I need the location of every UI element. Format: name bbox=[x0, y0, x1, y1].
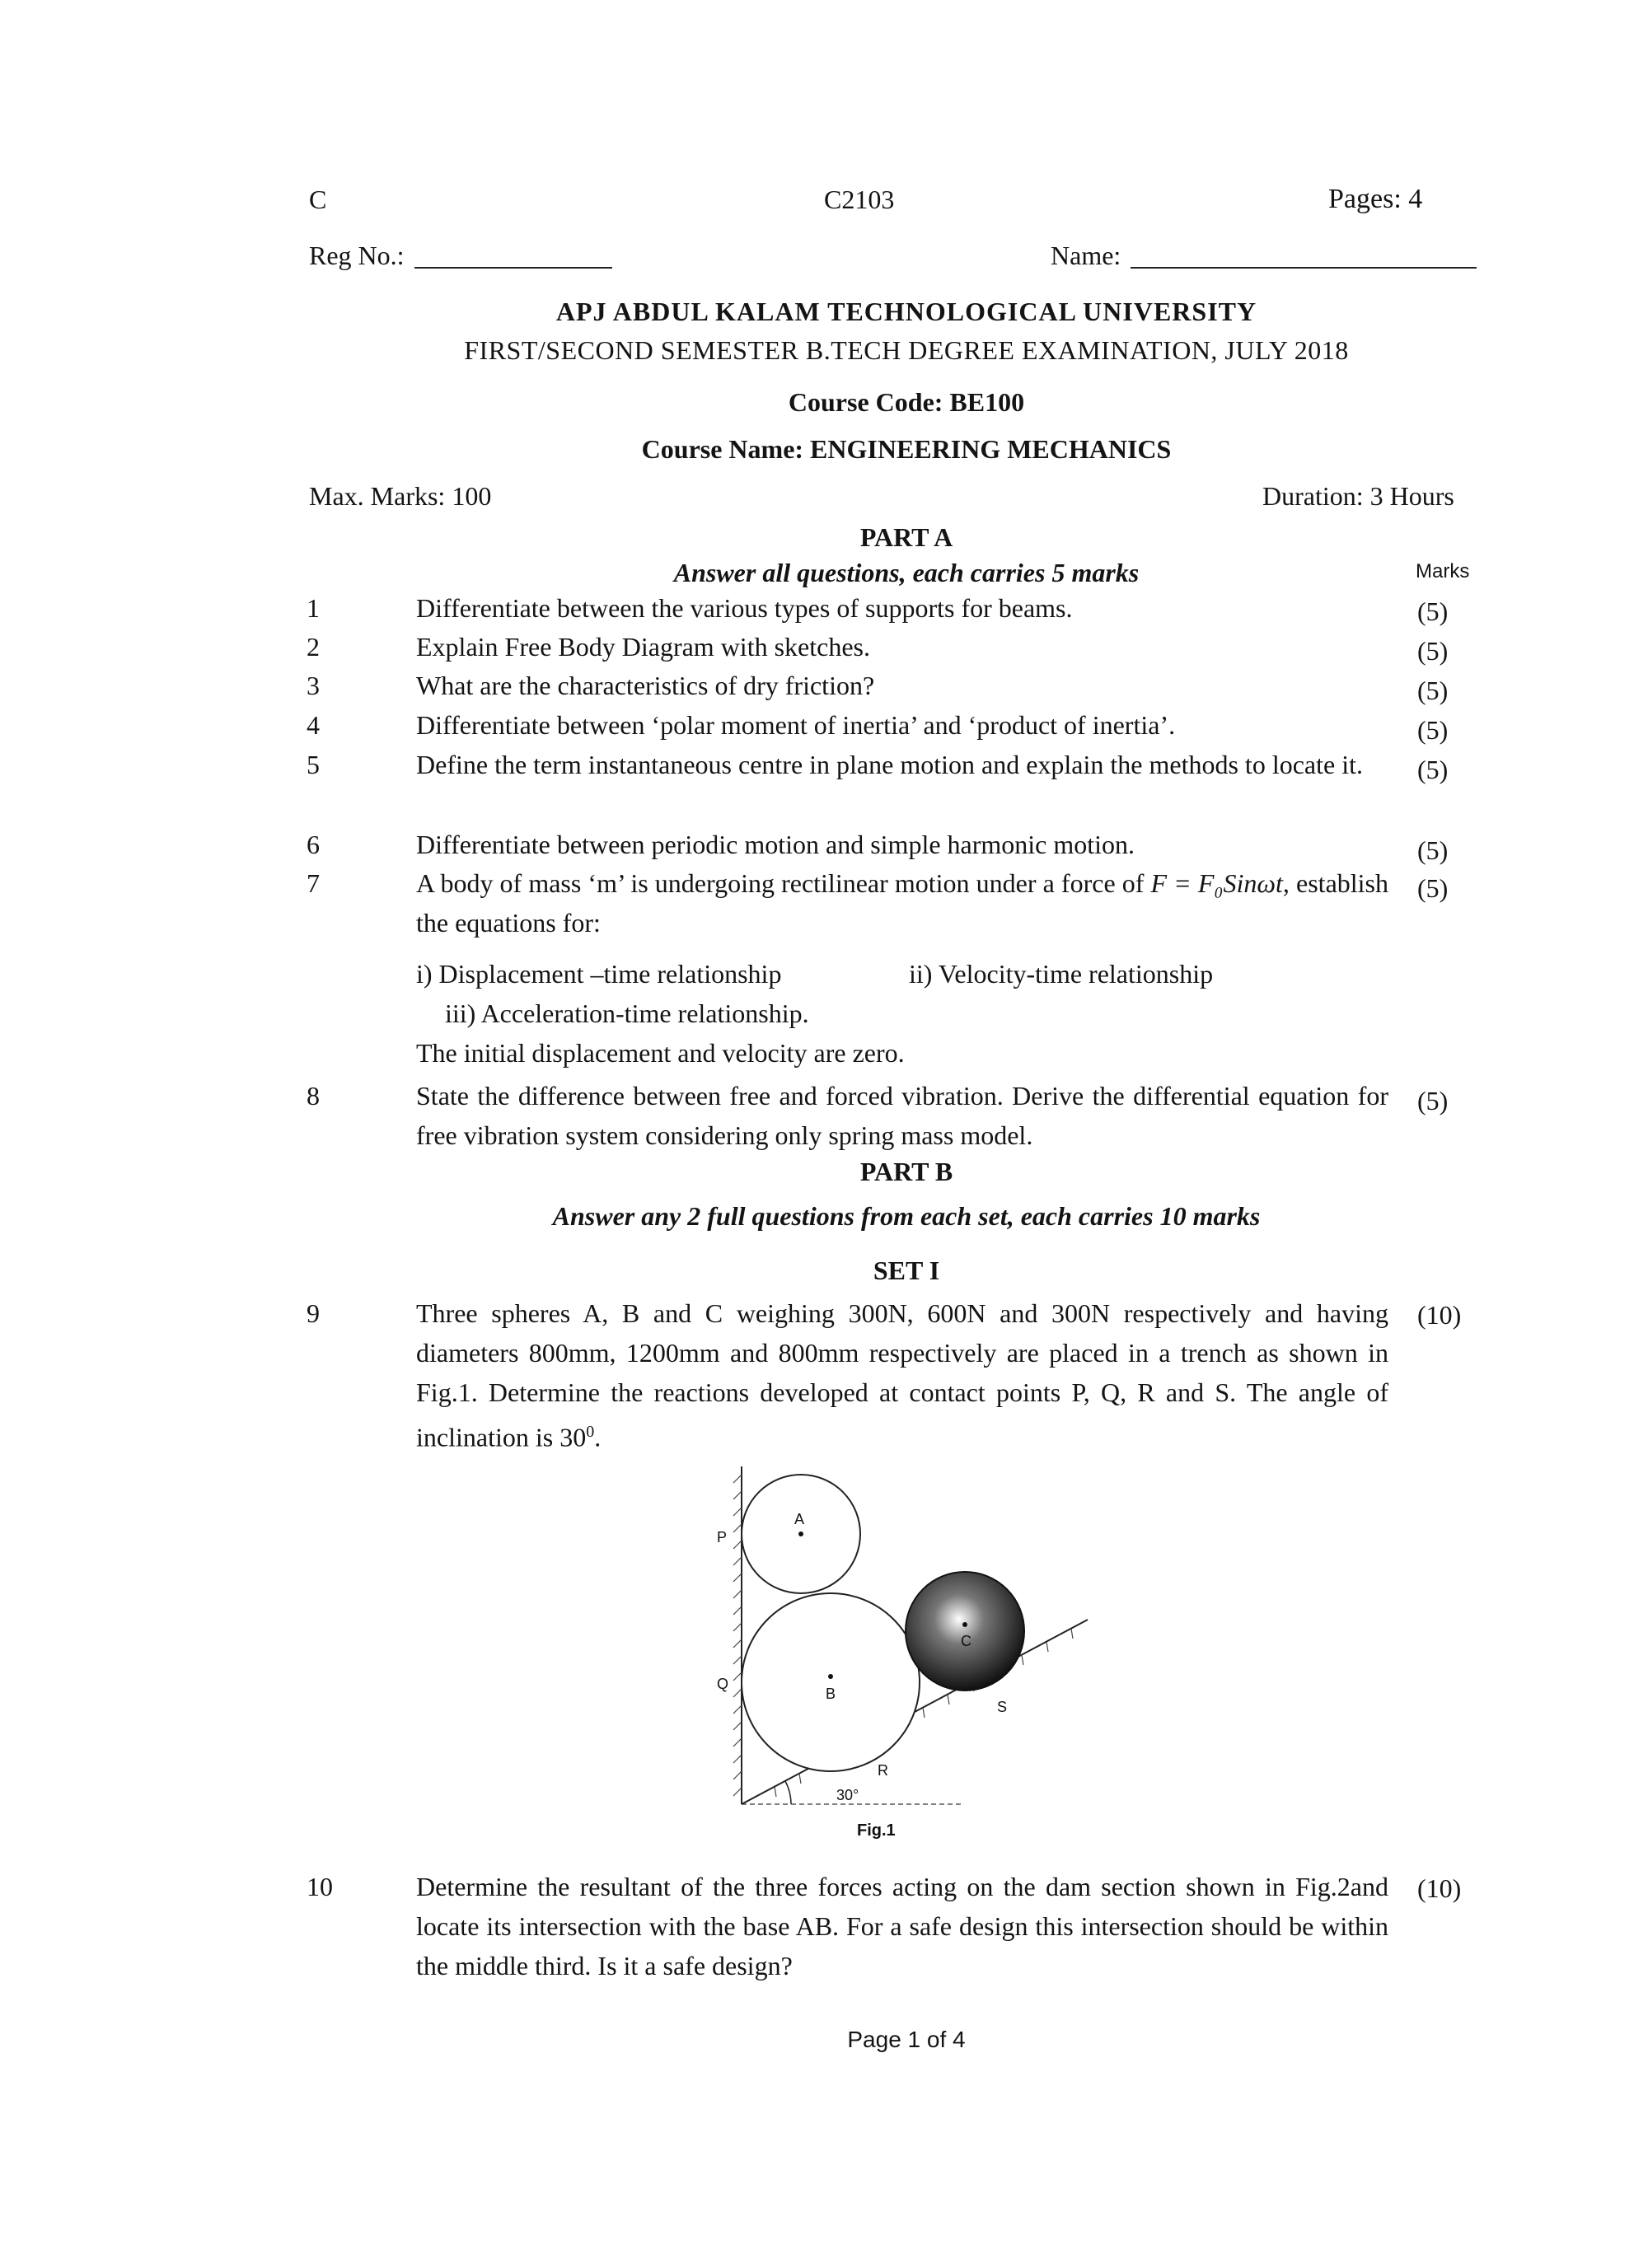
max-marks: Max. Marks: 100 bbox=[309, 481, 492, 511]
fig1-spheres-in-trench bbox=[692, 1458, 1121, 1845]
question-number: 3 bbox=[307, 671, 320, 700]
question-text-part: A body of mass ‘m’ is undergoing rectilinear motion under a force of bbox=[416, 868, 1145, 898]
question-marks: (5) bbox=[1417, 1086, 1449, 1115]
part-b-title: PART B bbox=[859, 1157, 953, 1186]
question-text-end: . bbox=[594, 1422, 602, 1452]
question-marks: (10) bbox=[1417, 1300, 1462, 1330]
label-a: A bbox=[794, 1511, 805, 1527]
paper-code: C2103 bbox=[824, 185, 895, 214]
series-code: C bbox=[309, 185, 327, 214]
question-text: What are the characteristics of dry friction? bbox=[416, 671, 875, 700]
label-c: C bbox=[961, 1633, 971, 1649]
course-code: Course Code: BE100 bbox=[788, 387, 1025, 417]
part-b-instruction: Answer any 2 full questions from each set, each carries 10 marks bbox=[552, 1201, 1261, 1231]
sphere-b-centre bbox=[828, 1674, 833, 1679]
label-r: R bbox=[878, 1762, 888, 1779]
question-marks: (5) bbox=[1417, 873, 1449, 903]
sphere-c bbox=[906, 1572, 1024, 1690]
wall-hatching bbox=[733, 1475, 742, 1796]
degree-superscript: 0 bbox=[586, 1423, 595, 1441]
question-text: Differentiate between the various types of supports for beams. bbox=[416, 593, 1073, 623]
name-label: Name: bbox=[1051, 241, 1121, 270]
question-text: Differentiate between periodic motion and simple harmonic motion. bbox=[416, 830, 1135, 859]
name-line bbox=[1131, 267, 1477, 269]
label-q: Q bbox=[717, 1676, 729, 1692]
duration: Duration: 3 Hours bbox=[1262, 481, 1454, 511]
question-text bbox=[416, 863, 1388, 942]
sphere-c-centre bbox=[962, 1622, 967, 1627]
question-text bbox=[416, 1293, 1388, 1457]
question-marks: (5) bbox=[1417, 596, 1449, 626]
university-title: APJ ABDUL KALAM TECHNOLOGICAL UNIVERSITY bbox=[555, 297, 1257, 326]
sphere-b bbox=[742, 1593, 920, 1771]
question-marks: (5) bbox=[1417, 755, 1449, 784]
question-text: Explain Free Body Diagram with sketches. bbox=[416, 632, 870, 662]
set-title: SET I bbox=[873, 1256, 940, 1285]
label-s: S bbox=[997, 1699, 1008, 1715]
question-text-part: , establish the equations for: bbox=[416, 868, 1389, 938]
angle-arc bbox=[785, 1781, 791, 1804]
sub-item-ii: ii) Velocity-time relationship bbox=[909, 959, 1214, 989]
question-text: State the difference between free and forced vibration. Derive the differential equation for free vibration system considering only spring mass model. bbox=[416, 1081, 1388, 1150]
part-a-title: PART A bbox=[859, 522, 953, 552]
angle-label: 30° bbox=[836, 1787, 859, 1803]
sub-item-i: i) Displacement –time relationship bbox=[416, 959, 782, 989]
question-number: 10 bbox=[307, 1872, 333, 1901]
question-marks: (5) bbox=[1417, 835, 1449, 865]
question-note: The initial displacement and velocity are zero. bbox=[416, 1038, 905, 1068]
question-number: 1 bbox=[307, 593, 320, 623]
question-number: 6 bbox=[307, 830, 320, 859]
reg-no-label: Reg No.: bbox=[309, 241, 405, 270]
question-number: 4 bbox=[307, 710, 320, 740]
force-formula: F = F₀Sinωt bbox=[1150, 868, 1283, 898]
page-footer: Page 1 of 4 bbox=[847, 2027, 966, 2052]
reg-no-line bbox=[414, 267, 612, 269]
question-number: 9 bbox=[307, 1298, 320, 1328]
course-name: Course Name: ENGINEERING MECHANICS bbox=[641, 434, 1172, 464]
question-text-part: Three spheres A, B and C weighing 300N, 600N and 300N respectively and having diameters 800mm, 1200mm and 800mm respectively are placed in a trench as shown in Fig.1. Determine the reactions developed at contact points P, Q, R and S. The angle of inclination is 30 bbox=[416, 1298, 1388, 1452]
marks-header: Marks bbox=[1416, 560, 1470, 582]
label-p: P bbox=[717, 1529, 728, 1546]
question-marks: (5) bbox=[1417, 636, 1449, 666]
question-text: Define the term instantaneous centre in plane motion and explain the methods to locate it. bbox=[416, 750, 1363, 779]
sub-item-iii: iii) Acceleration-time relationship. bbox=[445, 998, 809, 1028]
label-b: B bbox=[826, 1686, 836, 1702]
question-marks: (10) bbox=[1417, 1873, 1462, 1903]
question-number: 7 bbox=[307, 868, 320, 898]
sphere-a-centre bbox=[798, 1531, 803, 1536]
page-count: Pages: 4 bbox=[1328, 184, 1423, 214]
question-number: 2 bbox=[307, 632, 320, 662]
question-number: 5 bbox=[307, 750, 320, 779]
question-number: 8 bbox=[307, 1081, 320, 1111]
question-marks: (5) bbox=[1417, 715, 1449, 745]
part-a-instruction: Answer all questions, each carries 5 marks bbox=[673, 558, 1140, 587]
question-text: Determine the resultant of the three forces acting on the dam section shown in Fig.2and locate its intersection with the base AB. For a safe design this intersection should be within the middle third. Is it a safe design? bbox=[416, 1872, 1388, 1980]
question-marks: (5) bbox=[1417, 676, 1449, 705]
question-text: Differentiate between ‘polar moment of inertia’ and ‘product of inertia’. bbox=[416, 710, 1176, 740]
exam-title: FIRST/SECOND SEMESTER B.TECH DEGREE EXAMINATION, JULY 2018 bbox=[464, 335, 1349, 365]
figure-caption: Fig.1 bbox=[857, 1821, 896, 1840]
